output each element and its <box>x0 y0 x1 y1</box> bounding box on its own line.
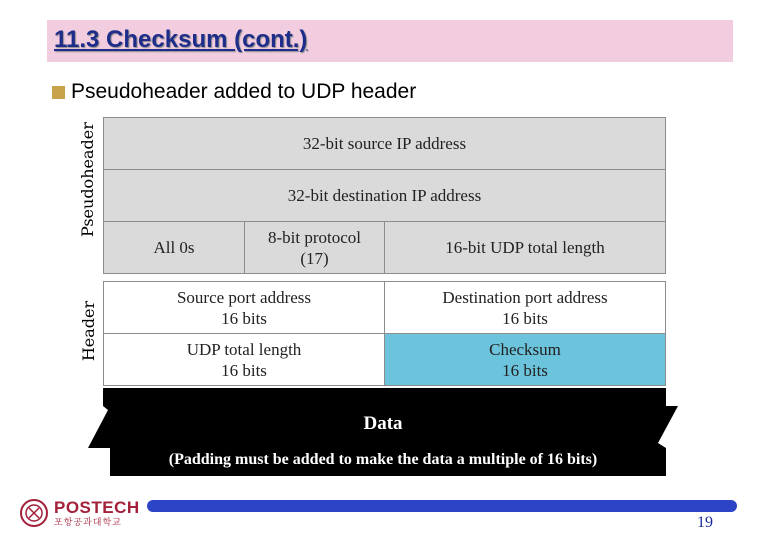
title-bar <box>47 20 733 62</box>
zeros-text: All 0s <box>153 238 195 257</box>
udp-length-cell <box>384 221 666 274</box>
udp-total-length-line2: 16 bits <box>221 360 267 380</box>
header-label: Header <box>79 300 98 362</box>
bullet-square-icon <box>52 86 65 99</box>
dest-port-cell <box>384 281 666 334</box>
padding-note: (Padding must be added to make the data a multiple of 16 bits) <box>168 451 598 468</box>
footer-bar <box>147 500 737 512</box>
source-ip-text: 32-bit source IP address <box>302 134 467 153</box>
source-port-line2: 16 bits <box>221 308 267 328</box>
postech-logo <box>20 497 140 529</box>
udp-length-text: 16-bit UDP total length <box>445 238 605 257</box>
dest-ip-cell <box>103 169 666 222</box>
zeros-cell <box>103 221 245 274</box>
dest-port-line1: Destination port address <box>442 287 608 307</box>
udp-total-length-line1: UDP total length <box>186 339 302 359</box>
logo-subtitle: 포항공과대학교 <box>54 516 122 527</box>
protocol-text-line1: 8-bit protocol <box>267 227 361 247</box>
slide-title: 11.3 Checksum (cont.) <box>54 26 308 53</box>
source-port-line1: Source port address <box>176 287 312 307</box>
page-number: 19 <box>697 514 713 531</box>
checksum-line2: 16 bits <box>502 360 548 380</box>
checksum-line1: Checksum <box>489 339 561 359</box>
bullet-text: Pseudoheader added to UDP header <box>71 80 417 103</box>
data-block <box>88 388 678 478</box>
udp-total-length-cell <box>103 333 385 386</box>
dest-port-line2: 16 bits <box>502 308 548 328</box>
postech-emblem-icon <box>20 497 48 529</box>
logo-name: POSTECH <box>54 497 140 517</box>
pseudoheader-label: Pseudoheader <box>78 122 97 237</box>
protocol-text-line2: (17) <box>300 248 329 268</box>
source-ip-cell <box>103 117 666 170</box>
data-label: Data <box>363 413 403 434</box>
dest-ip-text: 32-bit destination IP address <box>287 186 482 205</box>
protocol-cell <box>244 221 385 274</box>
checksum-cell <box>384 333 666 386</box>
source-port-cell <box>103 281 385 334</box>
bullet-row <box>52 80 416 104</box>
